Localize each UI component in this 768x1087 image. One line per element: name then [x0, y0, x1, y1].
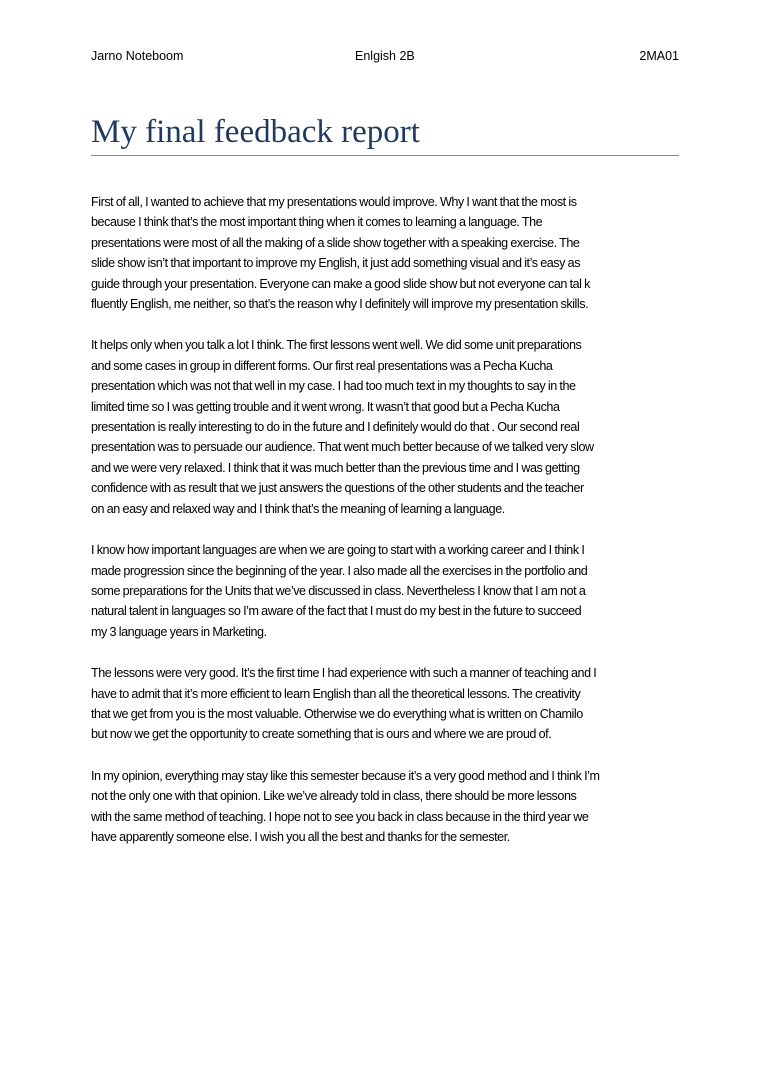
paragraph-line: made progression since the beginning of the year. I also made all the exercises in the portfolio and	[91, 563, 588, 578]
paragraph-line: and some cases in group in different forms. Our first real presentations was a Pecha Kucha	[91, 358, 553, 373]
paragraph-line: and we were very relaxed. I think that it was much better than the previous time and I was getting	[91, 460, 580, 475]
paragraph-line: confidence with as result that we just answers the questions of the other students and the teacher	[91, 481, 584, 496]
paragraph-line: I know how important languages are when we are going to start with a working career and I think I	[91, 543, 585, 558]
paragraph-line: that we get from you is the most valuable. Otherwise we do everything what is written on Chamilo	[91, 706, 583, 721]
paragraph-line: limited time so I was getting trouble and it went wrong. It wasn’t that good but a Pecha Kucha	[91, 399, 560, 414]
header-author: Jarno Noteboom	[91, 49, 184, 63]
paragraph-line: not the only one with that opinion. Like we’ve already told in class, there should be more lessons	[91, 789, 577, 804]
paragraph-line: presentation was to persuade our audience. That went much better because of we talked very slow	[91, 440, 594, 455]
paragraph-line: natural talent in languages so I’m aware of the fact that I must do my best in the future to succeed	[91, 604, 582, 619]
paragraph-line: with the same method of teaching. I hope not to see you back in class because in the third year we	[91, 809, 589, 824]
page-header	[91, 46, 679, 66]
paragraph-line: The lessons were very good. It’s the first time I had experience with such a manner of teaching and I	[91, 666, 597, 681]
paragraph-line: presentation which was not that well in my case. I had too much text in my thoughts to say in the	[91, 379, 576, 394]
header-class-code: 2MA01	[639, 49, 679, 63]
paragraph-line: guide through your presentation. Everyone can make a good slide show but not everyone can tal k	[91, 276, 591, 291]
paragraph-line: have apparently someone else. I wish you all the best and thanks for the semester.	[91, 829, 510, 844]
paragraph-line: First of all, I wanted to achieve that my presentations would improve. Why I want that the most is	[91, 195, 577, 209]
paragraph-1	[91, 192, 681, 314]
paragraph-2	[91, 335, 681, 519]
paragraph-line: presentations were most of all the making of a slide show together with a speaking exercise. The	[91, 235, 580, 250]
paragraph-line: on an easy and relaxed way and I think that’s the meaning of learning a language.	[91, 501, 505, 516]
paragraph-5	[91, 766, 681, 848]
paragraph-line: presentation is really interesting to do in the future and I definitely would do that . Our second real	[91, 420, 580, 435]
title-underline	[91, 155, 679, 156]
paragraph-line: some preparations for the Units that we’ve discussed in class. Nevertheless I know that I am not a	[91, 583, 586, 598]
paragraph-line: In my opinion, everything may stay like this semester because it’s a very good method and I think I’m	[91, 768, 600, 783]
document-title: My final feedback report	[91, 114, 420, 150]
paragraph-line: fluently English, me neither, so that’s the reason why I definitely will improve my presentation skills.	[91, 297, 589, 312]
paragraph-line: but now we get the opportunity to create something that is ours and where we are proud of.	[91, 727, 552, 742]
paragraph-3	[91, 540, 681, 642]
paragraph-line: have to admit that it’s more efficient to learn English than all the theoretical lessons. The creativity	[91, 686, 581, 701]
paragraph-line: It helps only when you talk a lot I think. The first lessons went well. We did some unit preparations	[91, 338, 582, 353]
paragraph-line: my 3 language years in Marketing.	[91, 624, 267, 639]
paragraph-4	[91, 663, 681, 745]
paragraph-line: because I think that’s the most important thing when it comes to learning a language. The	[91, 215, 543, 230]
header-course: Enlgish 2B	[355, 49, 415, 63]
document-body	[91, 192, 681, 868]
paragraph-line: slide show isn’t that important to improve my English, it just add something visual and it’s easy as	[91, 256, 581, 271]
